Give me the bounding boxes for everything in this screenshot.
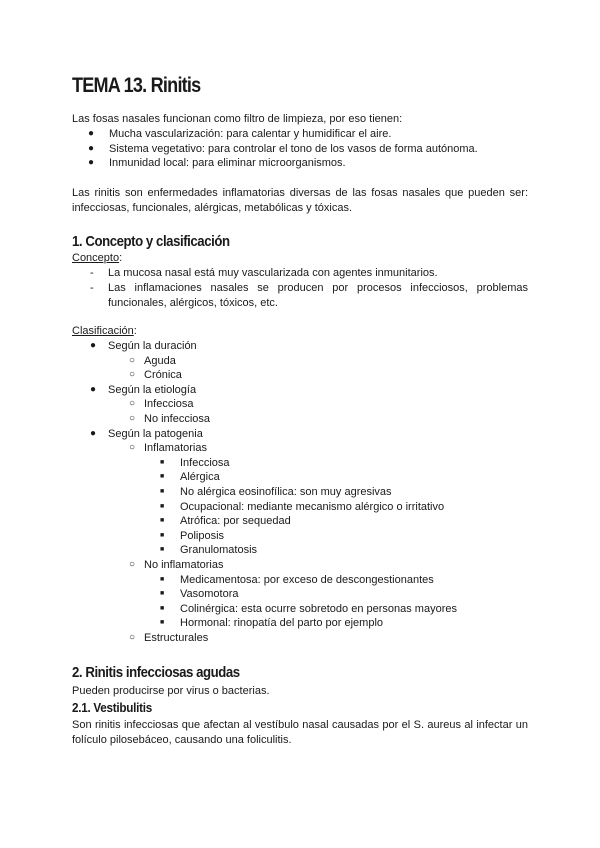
subsection-heading: 2.1. Vestibulitis [72,700,152,715]
square-bullet-icon: ■ [160,604,165,612]
circle-bullet-icon: ○ [129,632,136,643]
list-item: Las inflamaciones nasales se producen por procesos infecciosos, problemas funcionales, alérgicos, tóxicos, etc. [108,282,528,309]
tree-item: Estructurales [144,632,209,644]
circle-bullet-icon: ○ [129,413,136,424]
clasificacion-label-line: Clasificación: [72,325,137,337]
bullet-icon: ● [90,427,97,439]
circle-bullet-icon: ○ [129,442,136,454]
tree-item: Colinérgica: esta ocurre sobretodo en personas mayores [180,602,457,615]
tree-item: Alérgica [180,471,220,484]
tree-item: Infecciosa [180,456,230,469]
bullet-icon: ● [90,383,97,395]
dash-icon: - [90,282,94,294]
list-item: Mucha vascularización: para calentar y humidificar el aire. [109,128,392,140]
square-bullet-icon: ■ [160,590,165,598]
square-bullet-icon: ■ [160,531,165,539]
intro-paragraph: Las rinitis son enfermedades inflamatorias diversas de las fosas nasales que pueden ser: infecciosas, funcionales, alérgicas, metabólicas y tóxicas. [72,187,528,214]
square-bullet-icon: ■ [160,517,165,525]
intro-lead: Las fosas nasales funcionan como filtro de limpieza, por eso tienen: [72,113,403,125]
document-title: TEMA 13. Rinitis [72,74,201,97]
tree-item: Infecciosa [144,398,194,411]
circle-bullet-icon: ○ [129,559,136,570]
tree-item: Según la patogenia [108,427,203,440]
tree-item: Atrófica: por sequedad [180,515,291,528]
tree-item: No inflamatorias [144,559,224,571]
tree-item: Según la duración [108,340,197,352]
tree-item: Poliposis [180,529,225,542]
circle-bullet-icon: ○ [129,398,136,410]
section-heading: 2. Rinitis infecciosas agudas [72,664,240,681]
list-item: La mucosa nasal está muy vascularizada con agentes inmunitarios. [108,267,438,279]
tree-item: Según la etiología [108,383,197,396]
tree-item: Granulomatosis [180,544,258,557]
bullet-icon: ● [88,128,95,139]
square-bullet-icon: ■ [160,458,165,466]
bullet-icon: ● [88,157,95,168]
section-text: Pueden producirse por virus o bacterias. [72,685,270,697]
tree-item: Crónica [144,369,182,382]
square-bullet-icon: ■ [160,575,165,583]
tree-item: No alérgica eosinofílica: son muy agresivas [180,486,392,498]
dash-icon: - [90,267,94,279]
square-bullet-icon: ■ [160,488,165,495]
tree-item: Ocupacional: mediante mecanismo alérgico o irritativo [180,500,445,513]
tree-item: Vasomotora [180,588,239,601]
concepto-label-line: Concepto: [72,252,123,264]
bullet-icon: ● [88,143,95,154]
square-bullet-icon: ■ [160,619,165,627]
section-heading: 1. Concepto y clasificación [72,233,230,250]
subsection-text: Son rinitis infecciosas que afectan al vestíbulo nasal causadas por el S. aureus al infectar un folículo pilosebáceo, causando una foliculitis. [72,719,528,746]
tree-item: Medicamentosa: por exceso de descongestionantes [180,573,434,586]
square-bullet-icon: ■ [160,546,165,554]
circle-bullet-icon: ○ [129,354,136,366]
tree-item: Aguda [144,354,176,367]
list-item: Sistema vegetativo: para controlar el tono de los vasos de forma autónoma. [109,143,478,155]
circle-bullet-icon: ○ [129,369,136,381]
square-bullet-icon: ■ [160,502,165,510]
square-bullet-icon: ■ [160,473,165,481]
tree-item: Inflamatorias [144,442,207,455]
tree-item: Hormonal: rinopatía del parto por ejemplo [180,617,384,630]
list-item: Inmunidad local: para eliminar microorganismos. [109,157,346,169]
clasificacion-label: Clasificación [72,325,134,337]
bullet-icon: ● [90,340,97,351]
concepto-label: Concepto [72,252,120,264]
tree-item: No infecciosa [144,413,211,425]
